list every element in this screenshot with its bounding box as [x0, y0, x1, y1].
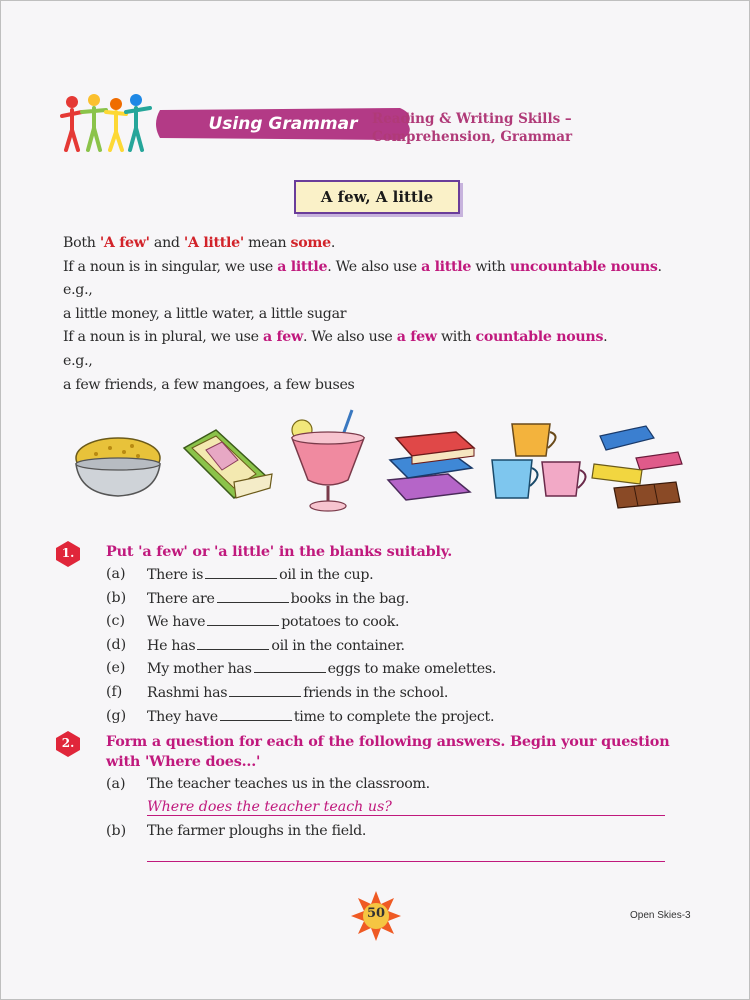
text: friends in the school.	[303, 685, 449, 701]
text: They have	[147, 709, 218, 725]
highlight: 'A few'	[99, 235, 150, 251]
item-text	[147, 708, 494, 725]
blank-line[interactable]	[220, 708, 292, 721]
text: with	[436, 329, 476, 346]
exercise-number: 1.	[61, 546, 75, 560]
books-icon	[388, 432, 474, 500]
text: There is	[147, 567, 204, 583]
text: mean	[243, 235, 291, 251]
blank-line[interactable]	[197, 637, 269, 650]
explanation-line: a few friends, a few mangoes, a few buses	[63, 376, 355, 393]
explanation-line: e.g.,	[63, 282, 93, 299]
item-label: (d)	[106, 637, 127, 653]
item-label: (c)	[106, 613, 126, 629]
blank-line[interactable]	[205, 566, 277, 579]
cups-icon	[492, 424, 586, 498]
skills-line-1: Reading & Writing Skills –	[372, 111, 572, 127]
item-text	[147, 566, 373, 583]
blank-line[interactable]	[217, 590, 289, 603]
exercise-number: 2.	[61, 736, 75, 750]
explanation-line: e.g.,	[63, 352, 93, 369]
text: eggs to make omelettes.	[327, 661, 497, 677]
item-text	[147, 637, 405, 654]
exercise-2-title	[106, 732, 669, 772]
explanation-line	[63, 256, 703, 280]
highlight: a few	[396, 329, 437, 346]
text: oil in the container.	[271, 638, 405, 654]
highlight: a little	[421, 258, 472, 275]
item-label: (b)	[106, 590, 127, 606]
text: and	[149, 235, 184, 251]
item-text	[147, 613, 399, 630]
item-label: (g)	[106, 708, 127, 724]
section-header	[60, 92, 700, 152]
blank-line[interactable]	[229, 684, 301, 697]
book-title: Open Skies-3	[630, 910, 691, 921]
text: books in the bag.	[290, 591, 410, 607]
item-text	[147, 590, 409, 607]
skills-caption	[372, 110, 572, 146]
text: .	[603, 329, 608, 346]
highlight: countable nouns	[475, 329, 604, 346]
text: time to complete the project.	[293, 709, 495, 725]
text: If a noun is in singular, we use	[63, 258, 278, 275]
text: He has	[147, 638, 196, 654]
explanation	[63, 232, 703, 397]
text: . We also use	[327, 258, 422, 275]
item-text: The teacher teaches us in the classroom.	[147, 776, 430, 792]
text: with	[471, 258, 510, 275]
children-logo-icon	[60, 94, 152, 152]
blank-line[interactable]	[254, 660, 326, 673]
exercise-1-badge	[54, 540, 82, 568]
explanation-line: a little money, a little water, a little sugar	[63, 305, 347, 322]
item-label: (e)	[106, 660, 126, 676]
explanation-line	[63, 232, 703, 256]
highlight: some	[290, 235, 331, 251]
title-line: Form a question for each of the following answers. Begin your question	[106, 733, 670, 750]
chocolates-icon	[592, 426, 682, 508]
text: . We also use	[302, 329, 397, 346]
item-text	[147, 660, 496, 677]
item-label: (f)	[106, 684, 123, 700]
answer-line[interactable]	[147, 861, 665, 862]
section-banner-label: Using Grammar	[208, 114, 358, 134]
text: oil in the cup.	[279, 567, 374, 583]
text: There are	[147, 591, 215, 607]
exercise-1-title: Put 'a few' or 'a little' in the blanks suitably.	[106, 543, 453, 560]
explanation-line	[63, 326, 703, 350]
text: .	[657, 258, 662, 275]
juice-glass-icon	[292, 410, 364, 511]
highlight: a few	[262, 329, 303, 346]
item-text	[147, 684, 448, 701]
page-number: 50	[366, 906, 386, 921]
rice-bowl-icon	[76, 438, 160, 496]
item-label: (a)	[106, 776, 126, 792]
text: Rashmi has	[147, 685, 228, 701]
text: We have	[147, 614, 206, 630]
skills-line-2: Comprehension, Grammar	[372, 129, 573, 145]
item-label: (a)	[106, 566, 126, 582]
highlight: uncountable nouns	[509, 258, 658, 275]
text: .	[330, 235, 336, 251]
topic-title: A few, A little	[294, 180, 460, 214]
title-line: with 'Where does...'	[106, 753, 261, 770]
answer-line[interactable]	[147, 815, 665, 816]
item-text: The farmer ploughs in the field.	[147, 823, 367, 839]
answer-text: Where does the teacher teach us?	[147, 799, 392, 815]
item-label: (b)	[106, 823, 127, 839]
exercise-2-badge	[54, 730, 82, 758]
highlight: a little	[277, 258, 328, 275]
blank-line[interactable]	[207, 613, 279, 626]
text: Both	[63, 235, 100, 251]
illustrations	[66, 408, 696, 520]
text: potatoes to cook.	[281, 614, 400, 630]
sandwich-icon	[184, 430, 272, 498]
highlight: 'A little'	[183, 235, 244, 251]
text: If a noun is in plural, we use	[63, 329, 263, 346]
text: My mother has	[147, 661, 252, 677]
